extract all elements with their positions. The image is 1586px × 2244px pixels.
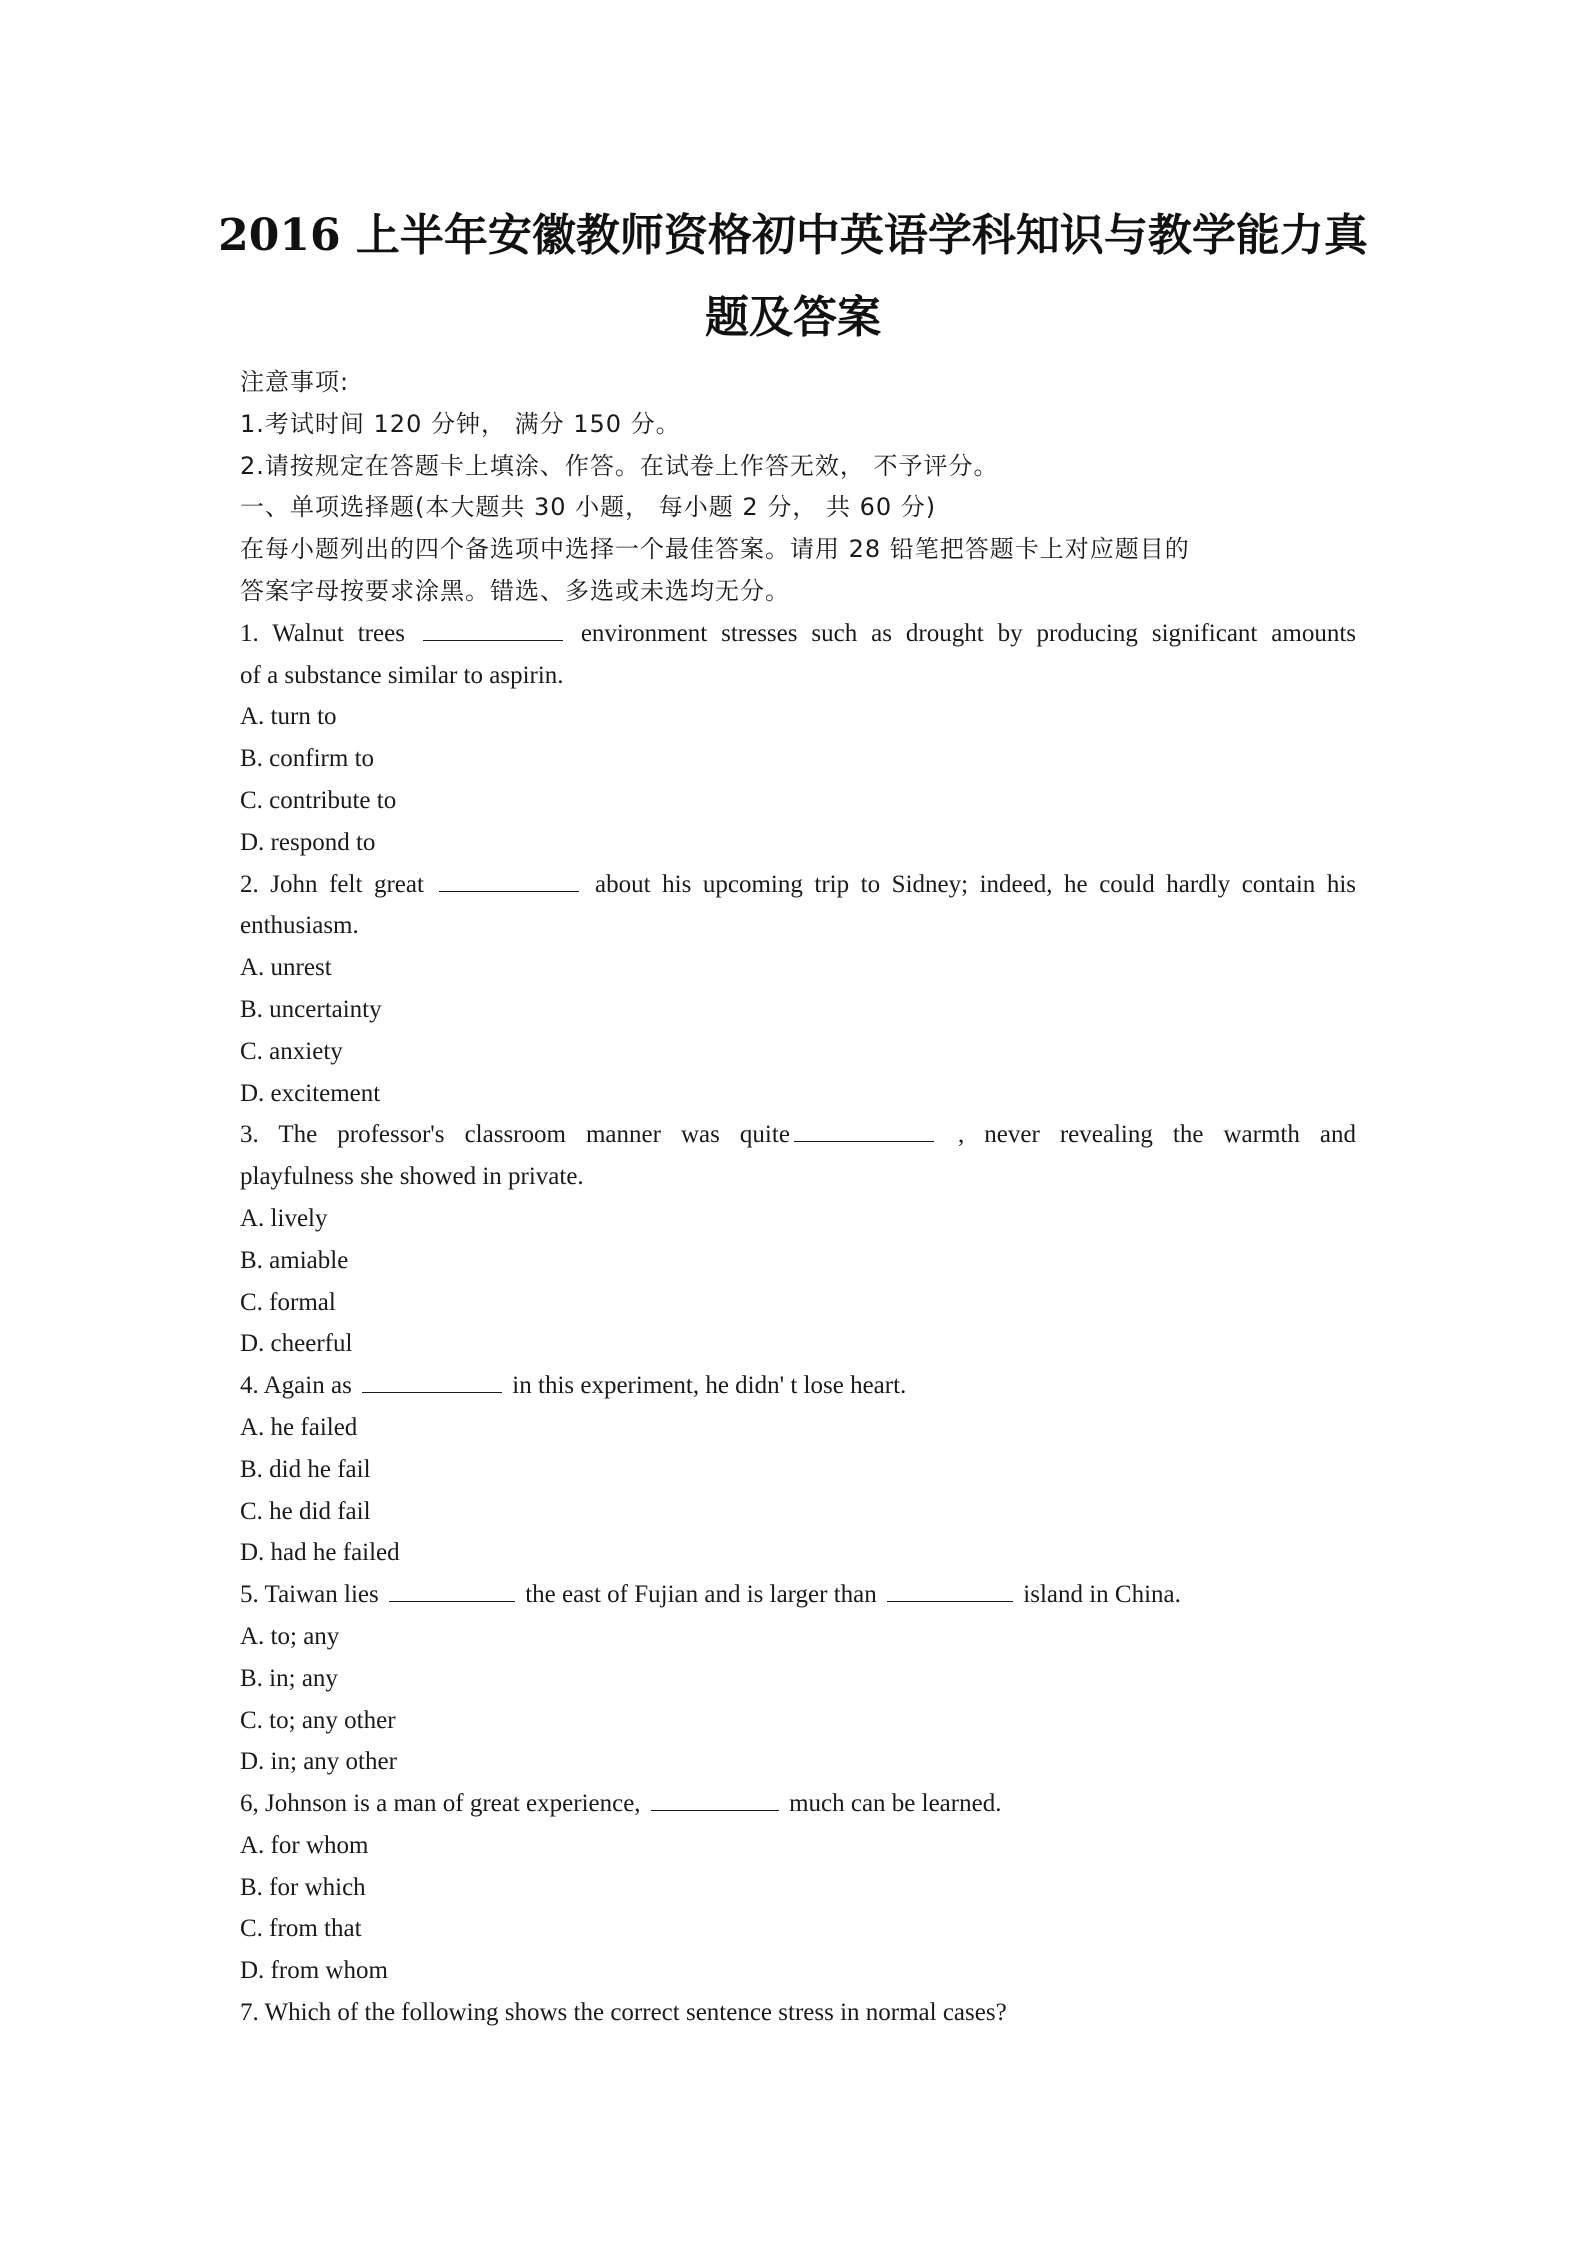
question-6-stem bbox=[240, 1783, 1356, 1825]
question-5-option-d: D. in; any other bbox=[240, 1748, 397, 1776]
question-3-option-d: D. cheerful bbox=[240, 1330, 353, 1358]
question-5-option-a: A. to; any bbox=[240, 1622, 340, 1650]
question-5-text-after-blank: island in China. bbox=[1023, 1581, 1181, 1609]
question-4-stem bbox=[240, 1365, 1356, 1407]
question-1-option-a: A. turn to bbox=[240, 703, 337, 731]
question-2-option-a: A. unrest bbox=[240, 954, 332, 982]
question-6-option-c: C. from that bbox=[240, 1915, 362, 1943]
question-2-stem-continued: enthusiasm. bbox=[240, 912, 359, 940]
question-4-option-b: B. did he fail bbox=[240, 1455, 371, 1483]
question-1-text-before-blank: 1. Walnut trees bbox=[240, 619, 405, 647]
question-2-text-after-blank: about his upcoming trip to Sidney; indeed, he could hardly contain his bbox=[595, 870, 1357, 898]
answer-blank bbox=[362, 1375, 502, 1393]
document-title-line-1: 2016 上半年安徽教师资格初中英语学科知识与教学能力真 bbox=[218, 210, 1368, 261]
question-5-text-before-blank: 5. Taiwan lies bbox=[240, 1581, 379, 1609]
notice-item-1: 1.考试时间 120 分钟， 满分 150 分。 bbox=[240, 409, 681, 438]
question-3-option-a: A. lively bbox=[240, 1204, 328, 1232]
question-6-option-a: A. for whom bbox=[240, 1831, 369, 1859]
question-3-stem-continued: playfulness she showed in private. bbox=[240, 1163, 584, 1191]
question-5-option-b: B. in; any bbox=[240, 1664, 338, 1692]
question-3-option-c: C. formal bbox=[240, 1288, 336, 1316]
question-3-stem bbox=[240, 1114, 1356, 1156]
answer-blank bbox=[887, 1584, 1013, 1602]
question-1-option-c: C. contribute to bbox=[240, 786, 397, 814]
question-6-option-d: D. from whom bbox=[240, 1957, 388, 1985]
answer-blank bbox=[439, 874, 579, 892]
question-4-option-d: D. had he failed bbox=[240, 1539, 400, 1567]
section-instruction-2: 答案字母按要求涂黑。错选、多选或未选均无分。 bbox=[240, 576, 790, 605]
question-6-text-before-blank: 6, Johnson is a man of great experience, bbox=[240, 1790, 641, 1818]
question-1-option-b: B. confirm to bbox=[240, 745, 375, 773]
document-body bbox=[240, 362, 1356, 2034]
question-3-text-before-blank: 3. The professor's classroom manner was quite bbox=[240, 1121, 938, 1148]
question-3-text-after-blank: , never revealing the warmth and bbox=[957, 1121, 1357, 1149]
question-1-option-d: D. respond to bbox=[240, 828, 376, 856]
question-2-option-c: C. anxiety bbox=[240, 1037, 343, 1065]
question-2-stem bbox=[240, 864, 1356, 906]
section-instruction-1: 在每小题列出的四个备选项中选择一个最佳答案。请用 28 铅笔把答题卡上对应题目的 bbox=[240, 535, 1190, 564]
section-heading: 一、单项选择题(本大题共 30 小题， 每小题 2 分， 共 60 分) bbox=[240, 493, 937, 522]
question-6-option-b: B. for which bbox=[240, 1873, 366, 1901]
question-5-stem bbox=[240, 1574, 1356, 1616]
question-1-stem bbox=[240, 613, 1356, 655]
document-title-line-2: 题及答案 bbox=[705, 292, 881, 343]
question-4-text-before-blank: 4. Again as bbox=[240, 1372, 352, 1400]
question-1-text-after-blank: environment stresses such as drought by producing significant amounts bbox=[580, 619, 1357, 647]
notice-item-2: 2.请按规定在答题卡上填涂、作答。在试卷上作答无效， 不予评分。 bbox=[240, 451, 999, 480]
question-2-option-b: B. uncertainty bbox=[240, 995, 382, 1023]
question-2-option-d: D. excitement bbox=[240, 1079, 381, 1107]
question-4-text-after-blank: in this experiment, he didn' t lose heart. bbox=[512, 1372, 907, 1400]
answer-blank bbox=[794, 1124, 934, 1142]
answer-blank bbox=[389, 1584, 515, 1602]
question-5-text-between-blanks: the east of Fujian and is larger than bbox=[525, 1581, 877, 1609]
question-4-option-c: C. he did fail bbox=[240, 1497, 371, 1525]
question-3-option-b: B. amiable bbox=[240, 1246, 349, 1274]
question-7-stem: 7. Which of the following shows the correct sentence stress in normal cases? bbox=[240, 1999, 1007, 2027]
notice-heading: 注意事项: bbox=[240, 368, 350, 396]
question-5-option-c: C. to; any other bbox=[240, 1706, 396, 1734]
answer-blank bbox=[651, 1793, 779, 1811]
answer-blank bbox=[423, 623, 563, 641]
question-2-text-before-blank: 2. John felt great bbox=[240, 870, 424, 898]
question-4-option-a: A. he failed bbox=[240, 1413, 358, 1441]
question-6-text-after-blank: much can be learned. bbox=[789, 1790, 1002, 1818]
question-1-stem-continued: of a substance similar to aspirin. bbox=[240, 661, 564, 689]
